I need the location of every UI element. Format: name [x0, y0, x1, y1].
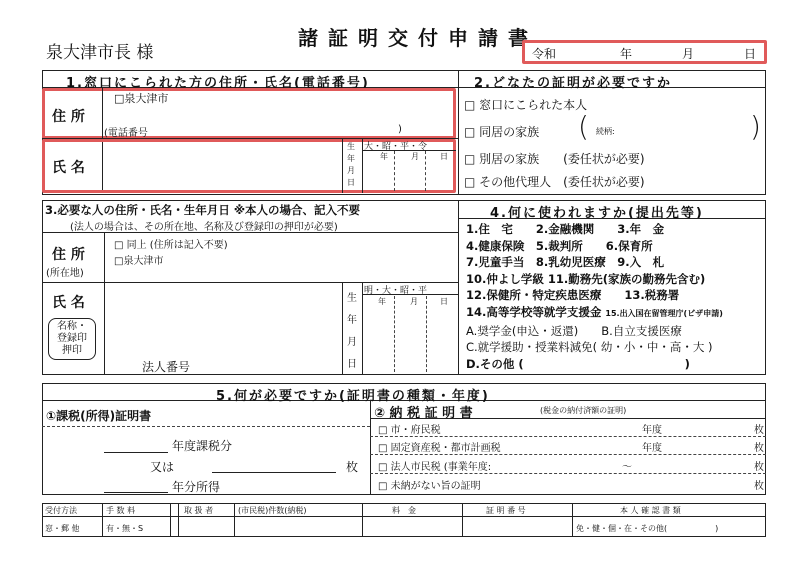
subject-birth-label: 生 年 月 日 [347, 293, 357, 370]
s5-left-line [42, 426, 370, 427]
s3-era-dash1 [394, 296, 395, 372]
office-col-1 [102, 503, 103, 537]
subject-birth-day-unit: 日 [440, 297, 448, 306]
purpose-line-5[interactable]: 12.保健所・特定疾患医療 13.税務署 [466, 288, 680, 303]
middle-divider [458, 200, 459, 375]
s1-birth-divider [342, 139, 343, 193]
s5-right-line3 [370, 473, 766, 474]
subject-address-sub: (所在地) [46, 268, 84, 279]
or-label: 又は [150, 460, 175, 474]
office-col-3 [234, 503, 235, 537]
purpose-line-9[interactable]: D.その他 ( ) [466, 356, 690, 371]
date-era: 令和 [532, 47, 557, 61]
tax-payment-cert-title: ② 納 税 証 明 書 [374, 406, 473, 421]
relation-open-paren: ( [578, 110, 589, 143]
s5-right-line2 [370, 454, 766, 455]
office-h-cert-number: 証 明 番 号 [486, 506, 526, 515]
office-v-id-docs: 免・健・個・在・その他( ) [576, 524, 719, 533]
subject-address-prefill: □泉大津市 [114, 256, 164, 267]
option-other-agent[interactable]: □ その他代理人 (委任状が必要) [464, 175, 645, 189]
count-blank[interactable] [212, 472, 336, 473]
relation-label: 続柄: [596, 127, 615, 136]
section3-subheading: (法人の場合は、その所在地、名称及び登録印の押印が必要) [70, 222, 338, 233]
purpose-line-3[interactable]: 7.児童手当 8.乳幼児医療 9.入 札 [466, 255, 665, 270]
office-col-2 [170, 503, 171, 537]
date-field[interactable] [522, 40, 767, 64]
count-unit: 枚 [346, 460, 359, 474]
date-month-label: 月 [682, 47, 695, 61]
cert-item-3-range: ～ [622, 462, 632, 473]
applicant-birth-year-unit: 年 [380, 152, 388, 161]
applicant-birth-label: 生 年 月 日 [347, 142, 355, 187]
office-h-method: 受付方法 [45, 506, 77, 515]
office-h-count: (市民税)件数(納税) [238, 506, 307, 515]
subject-birth-year-unit: 年 [378, 297, 386, 306]
applicant-address-prefill: □泉大津市 [114, 92, 169, 105]
seal-label: 名称・ 登録印 押印 [48, 318, 96, 360]
income-year-label: 年分所得 [172, 480, 221, 494]
s4-header-line [458, 218, 766, 219]
option-separate-family[interactable]: □ 別居の家族 (委任状が必要) [464, 152, 645, 166]
option-cohabiting-family[interactable]: □ 同居の家族 [464, 125, 540, 139]
date-day-label: 日 [744, 47, 757, 61]
purpose-line-7[interactable]: A.奨学金(申込・返還) B.自立支援医療 [466, 323, 682, 338]
subject-name-label: 氏 名 [52, 295, 85, 311]
applicant-name-label: 氏 名 [52, 160, 85, 176]
cert-item-4-unit: 枚 [754, 481, 764, 492]
subject-same-as-above[interactable]: □ 同上 (住所は記入不要) [114, 240, 228, 251]
corp-number-label: 法人番号 [142, 360, 191, 374]
option-self[interactable]: □ 窓口にこられた本人 [464, 98, 588, 112]
office-h-id-docs: 本 人 確 認 書 類 [620, 506, 681, 515]
cert-item-2-unit: 枚 [754, 443, 764, 454]
purpose-line-2[interactable]: 4.健康保険 5.裁判所 6.保育所 [466, 238, 653, 253]
date-year-label: 年 [620, 47, 633, 61]
s3-label-divider [104, 232, 105, 375]
section1-heading: 1.窓口にこられた方の住所・氏名(電話番号) [66, 76, 370, 91]
s5-right-line1 [370, 436, 766, 437]
purpose-line-8[interactable]: C.就学援助・授業料減免( 幼・小・中・高・大 ) [466, 340, 713, 355]
office-h-handler: 取 扱 者 [184, 506, 214, 515]
applicant-birth-month-unit: 月 [411, 152, 419, 161]
office-col-4 [362, 503, 363, 537]
office-h-fee: 手 数 料 [106, 506, 136, 515]
applicant-phone-label: (電話番号 [104, 128, 148, 139]
cert-item-1-year: 年度 [642, 425, 662, 436]
purpose-line-6-note: 15.出入国在留管理庁(ビザ申請) [605, 308, 723, 318]
cert-item-1-unit: 枚 [754, 425, 764, 436]
subject-era-options: 明・大・昭・平 [364, 286, 428, 296]
office-h-charge: 料 金 [392, 506, 416, 515]
section2-heading: 2.どなたの証明が必要ですか [474, 76, 672, 91]
applicant-birth-day-unit: 日 [440, 152, 448, 161]
s1-era-dash1 [394, 151, 395, 191]
tax-year-blank[interactable] [104, 452, 168, 453]
section5-heading: 5.何が必要ですか(証明書の種類・年度) [216, 389, 490, 404]
s3-era-dash2 [426, 296, 427, 372]
s1-birth-divider2 [362, 139, 363, 193]
cert-item-2[interactable]: □ 固定資産税・都市計画税 [378, 443, 501, 454]
applicant-phone-close: ) [398, 124, 402, 135]
s5-right-line0 [370, 418, 766, 419]
taxation-cert-title: ①課税(所得)証明書 [46, 409, 152, 423]
cert-item-3-unit: 枚 [754, 462, 764, 473]
relation-close-paren: ) [750, 110, 761, 143]
top-divider [458, 70, 459, 195]
office-col-6 [572, 503, 573, 537]
purpose-list [466, 221, 723, 372]
s3-birth-divider2 [362, 282, 363, 375]
subject-birth-month-unit: 月 [410, 297, 418, 306]
section4-heading: 4.何に使われますか(提出先等) [490, 206, 704, 221]
applicant-address-label: 住 所 [52, 109, 85, 125]
cert-item-3[interactable]: □ 法人市民税 (事業年度: [378, 462, 492, 473]
page-title: 諸証明交付申請書 [298, 26, 538, 50]
applicant-era-options: 大・昭・平・令 [364, 142, 428, 152]
s1-era-dash2 [425, 151, 426, 191]
purpose-line-6[interactable]: 14.高等学校等就学支援金 15.出入国在留管理庁(ビザ申請) [466, 304, 723, 319]
s3-birth-divider [342, 282, 343, 375]
cert-item-4[interactable]: □ 未納がない旨の証明 [378, 481, 481, 492]
income-year-blank[interactable] [104, 492, 168, 493]
office-v-method: 窓・郵 他 [45, 524, 80, 533]
subject-address-label: 住 所 [52, 247, 85, 263]
addressee: 泉大津市長 様 [46, 43, 154, 63]
tax-year-label: 年度課税分 [172, 439, 233, 453]
cert-item-1[interactable]: □ 市・府民税 [378, 425, 441, 436]
section3-heading: 3.必要な人の住所・氏名・生年月日 ※本人の場合、記入不要 [45, 203, 361, 217]
purpose-line-4[interactable]: 10.仲よし学級 11.勤務先(家族の勤務先含む) [466, 271, 706, 286]
s3-era-line [362, 294, 458, 295]
purpose-line-1[interactable]: 1.住 宅 2.金融機関 3.年 金 [466, 222, 665, 236]
office-col-2b [178, 503, 179, 537]
s5-divider [370, 401, 371, 495]
cert-item-2-year: 年度 [642, 443, 662, 454]
tax-payment-cert-note: (税金の納付済額の証明) [540, 406, 627, 415]
office-v-fee: 有・無・S [106, 524, 144, 533]
office-col-5 [462, 503, 463, 537]
